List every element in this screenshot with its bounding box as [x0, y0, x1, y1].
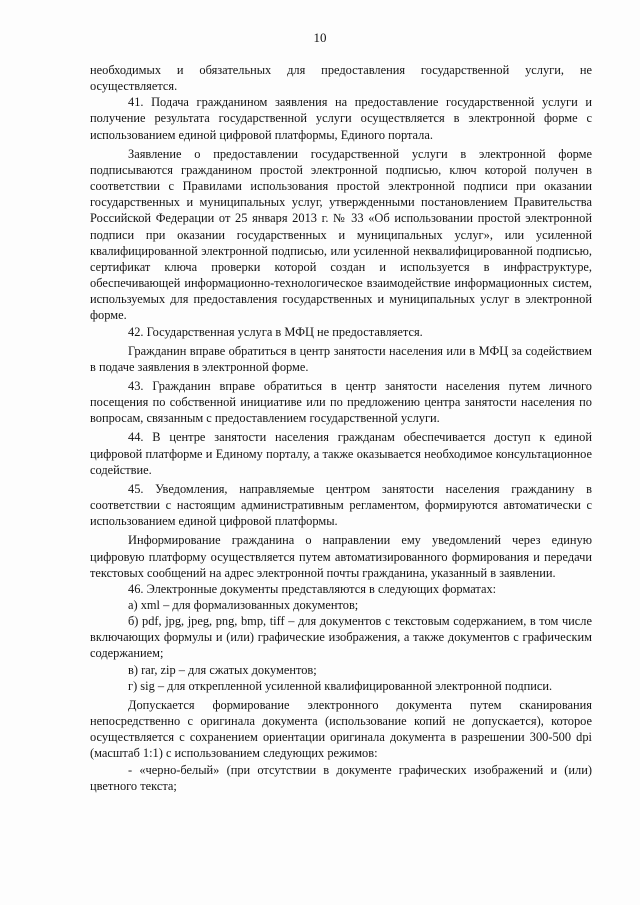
list-item-g: г) sig – для открепленной усиленной квалифицированной электронной подписи. [128, 678, 553, 693]
list-item-v: в) rar, zip – для сжатых документов; [128, 662, 317, 677]
paragraph-43: 43. Гражданин вправе обратиться в центр занятости населения путем личного посещения по собственной инициативе или по предложению центра занятости населения по вопросам, связанным с предоставлением государственной услуги. [90, 378, 592, 426]
paragraph-41: 41. Подача гражданином заявления на предоставление государственной услуги и получение результата государственной услуги осуществляется в электронной форме с использованием единой цифровой платформы, Единого портала. [90, 95, 592, 142]
paragraph-44: 44. В центре занятости населения гражданам обеспечивается доступ к единой цифровой платформе и Единому порталу, а также оказывается необходимое консультационное содействие. [90, 430, 592, 477]
document-body [90, 62, 592, 794]
paragraph-46: 46. Электронные документы представляются в следующих форматах: [128, 581, 497, 596]
list-item-bw-mode: - «черно-белый» (при отсутствии в документе графических изображений и (или) цветного текста; [90, 762, 592, 793]
page-number: 10 [313, 30, 327, 45]
paragraph-continuation: необходимых и обязательных для предоставления государственной услуги, не осуществляется. [90, 63, 592, 94]
paragraph-scanning: Допускается формирование электронного документа путем сканирования непосредственно с оригинала документа (использование копий не допускается), которое осуществляется с сохранением ориентации оригинала документа в разрешении 300-500 dpi (масштаб 1:1) с использованием следующих режимов: [90, 697, 592, 761]
list-item-b: б) pdf, jpg, jpeg, png, bmp, tiff – для документов с текстовым содержанием, в том числе включающих формулы и (или) графические изображения, а также документов с графическим содержанием; [90, 614, 592, 661]
paragraph-notification-info: Информирование гражданина о направлении ему уведомлений через единую цифровую платформу осуществляется путем автоматизированного формирования и передачи текстовых сообщений на адрес электронной почты гражданина, указанный в заявлении. [90, 533, 592, 580]
list-item-a: а) xml – для формализованных документов; [128, 598, 359, 612]
paragraph-42: 42. Государственная услуга в МФЦ не предоставляется. [128, 324, 423, 339]
paragraph-mfc-assistance: Гражданин вправе обратиться в центр занятости населения или в МФЦ за содействием в подаче заявления в электронной форме. [90, 343, 592, 374]
paragraph-45: 45. Уведомления, направляемые центром занятости населения гражданину в соответствии с настоящим административным регламентом, формируются автоматически с использованием единой цифровой платформы. [90, 481, 592, 529]
paragraph-application-signature: Заявление о предоставлении государственной услуги в электронной форме подписываются гражданином простой электронной подписью, ключ которой получен в соответствии с Правилами использования простой электронной подписи при оказании государственных и муниципальных услуг, утвержденными постановлением Правительства Российской Федерации от 25 января 2013 г. № 33 «Об использовании простой электронной подписи при оказании государственных и муниципальных услуг», или усиленной квалифицированной электронной подписью, или усиленной неквалифицированной подписью, сертификат ключа проверки которой создан и используется в инфраструктуре, обеспечивающей информационно-технологическое взаимодействие информационных систем, используемых для предоставления государственных и муниципальных услуг в электронной форме. [90, 146, 592, 323]
